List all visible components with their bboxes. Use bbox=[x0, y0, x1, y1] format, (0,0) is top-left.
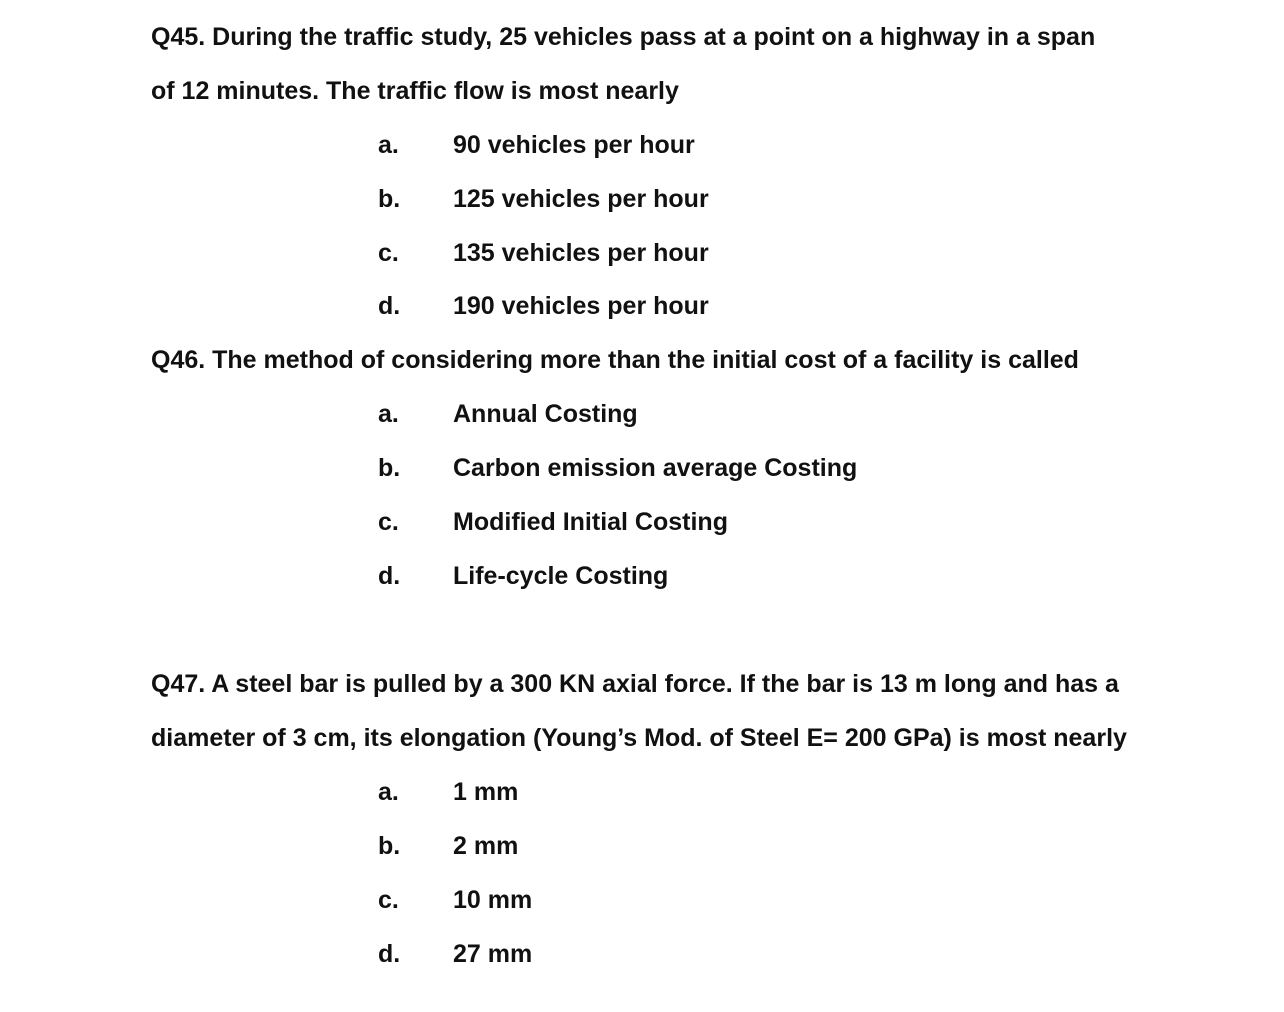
option-text: 2 mm bbox=[453, 832, 519, 860]
option-text: 125 vehicles per hour bbox=[453, 185, 709, 213]
option-text: Modified Initial Costing bbox=[453, 508, 728, 536]
option-letter: a. bbox=[378, 400, 399, 428]
option-letter: d. bbox=[378, 292, 401, 320]
q45-option-a bbox=[0, 130, 1284, 160]
option-letter: d. bbox=[378, 562, 401, 590]
option-letter: b. bbox=[378, 185, 401, 213]
q46-text-line-1: Q46. The method of considering more than the initial cost of a facility is called bbox=[151, 346, 1079, 374]
option-letter: c. bbox=[378, 508, 399, 536]
option-letter: c. bbox=[378, 886, 399, 914]
option-letter: a. bbox=[378, 131, 399, 159]
option-text: Annual Costing bbox=[453, 400, 638, 428]
option-letter: d. bbox=[378, 940, 401, 968]
option-text: 90 vehicles per hour bbox=[453, 131, 695, 159]
option-text: 27 mm bbox=[453, 940, 533, 968]
option-letter: c. bbox=[378, 239, 399, 267]
q47-option-c bbox=[0, 885, 1284, 915]
option-text: 1 mm bbox=[453, 778, 519, 806]
q45-option-b bbox=[0, 184, 1284, 214]
q46-option-c bbox=[0, 507, 1284, 537]
option-text: 135 vehicles per hour bbox=[453, 239, 709, 267]
q47-text-line-2: diameter of 3 cm, its elongation (Young’s Mod. of Steel E= 200 GPa) is most nearly bbox=[151, 724, 1127, 752]
q46-option-d bbox=[0, 561, 1284, 591]
option-text: Life-cycle Costing bbox=[453, 562, 669, 590]
q45-option-c bbox=[0, 238, 1284, 268]
option-text: 10 mm bbox=[453, 886, 533, 914]
q46-option-a bbox=[0, 399, 1284, 429]
option-letter: a. bbox=[378, 778, 399, 806]
q47-option-d bbox=[0, 939, 1284, 969]
option-text: Carbon emission average Costing bbox=[453, 454, 858, 482]
q47-option-a bbox=[0, 777, 1284, 807]
option-text: 190 vehicles per hour bbox=[453, 292, 709, 320]
q47-text-line-1: Q47. A steel bar is pulled by a 300 KN axial force. If the bar is 13 m long and has a bbox=[151, 670, 1119, 698]
q45-option-d bbox=[0, 291, 1284, 321]
q47-option-b bbox=[0, 831, 1284, 861]
q46-option-b bbox=[0, 453, 1284, 483]
option-letter: b. bbox=[378, 454, 401, 482]
q45-text-line-1: Q45. During the traffic study, 25 vehicles pass at a point on a highway in a span bbox=[151, 23, 1096, 51]
q45-text-line-2: of 12 minutes. The traffic flow is most nearly bbox=[151, 77, 679, 105]
option-letter: b. bbox=[378, 832, 401, 860]
